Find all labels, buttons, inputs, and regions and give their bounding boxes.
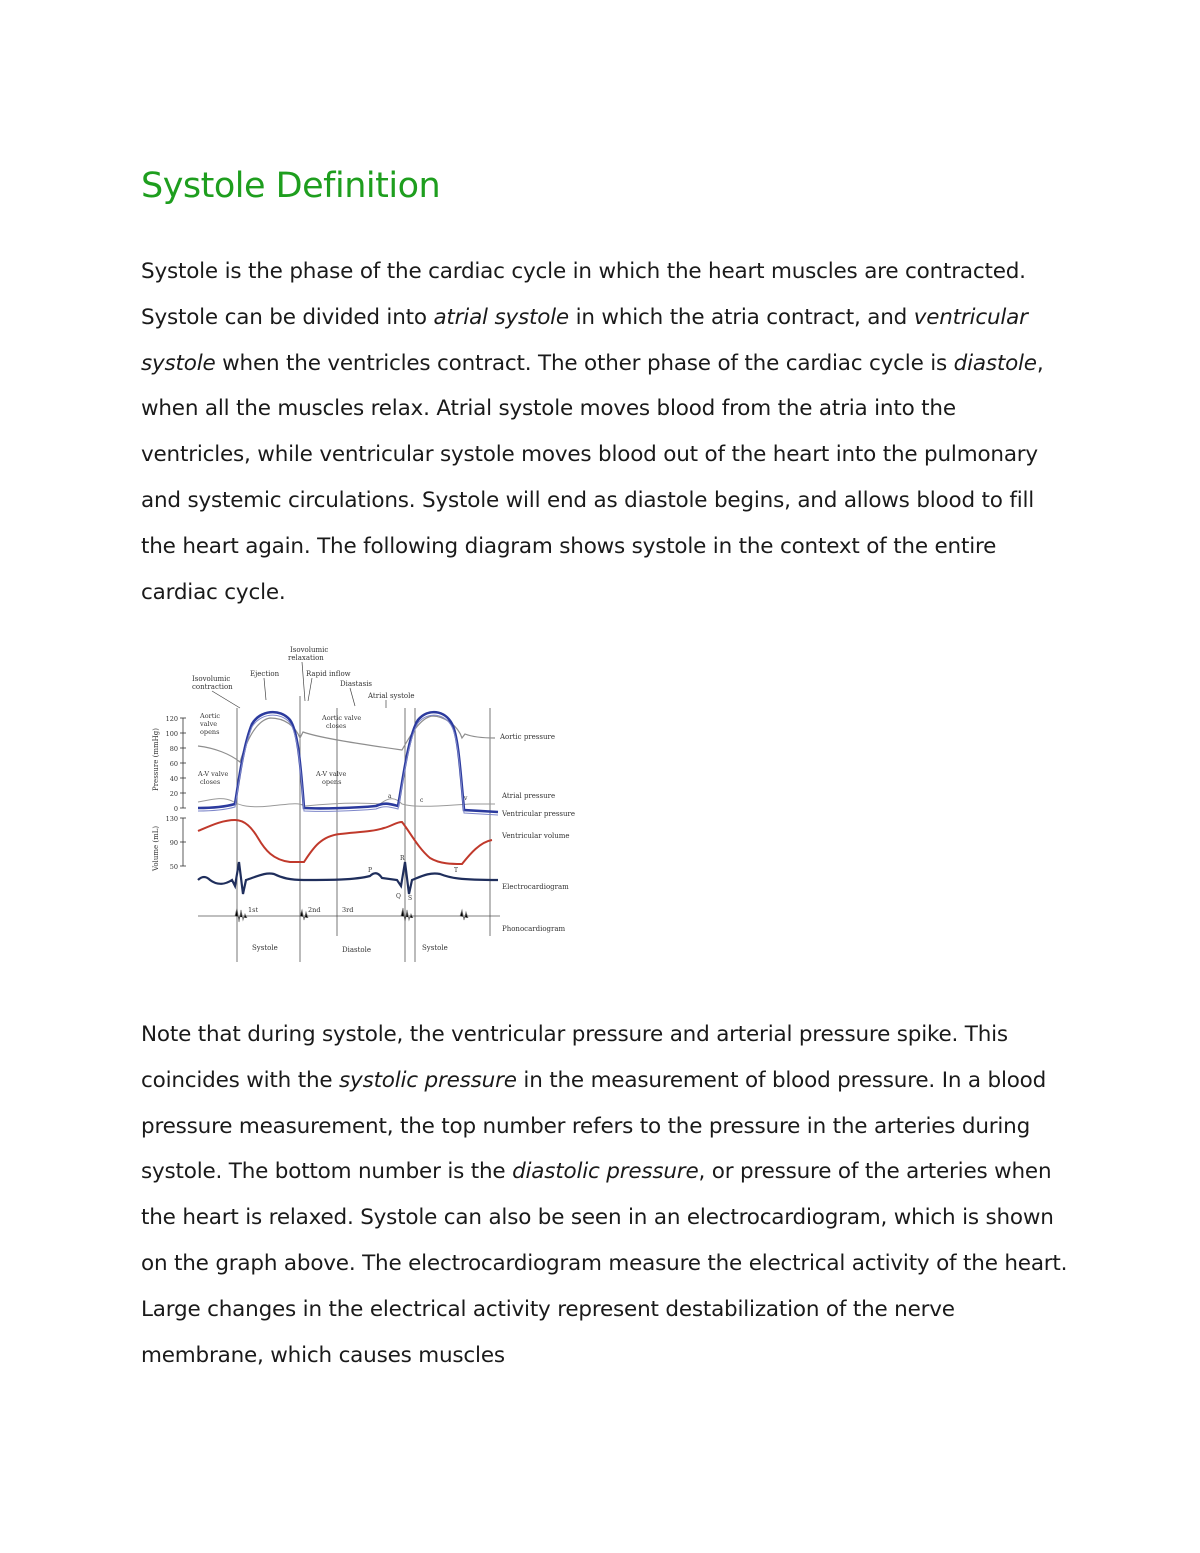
text-run: , when all the muscles relax. Atrial systole moves blood from the atria into the ventricles, while ventricular systole moves blood out of the heart into the pulmonary and systemic circulations. Systole will end as diastole begins, and allows blood to fill the heart again. The following diagram shows systole in the context of the entire cardiac cycle.: [141, 350, 1044, 605]
label-av-valve-closes-2: closes: [200, 778, 221, 786]
explanation-paragraph: [141, 1012, 1071, 1378]
term-ventricular-systole: ventricular systole: [141, 304, 1028, 376]
text-run: in which the atria contract, and: [568, 304, 914, 330]
label-ejection: Ejection: [250, 670, 280, 678]
intro-paragraph: [141, 249, 1071, 615]
label-diastole: Diastole: [342, 946, 372, 954]
wave-letter-v: v: [464, 795, 468, 802]
label-isovolumic-relaxation-2: relaxation: [288, 654, 324, 662]
text-run: Systole is the phase of the cardiac cycle in which the heart muscles are contracted. Systole can be divided into: [141, 259, 1026, 330]
wave-letter-r: R: [400, 855, 405, 862]
label-electrocardiogram: Electrocardiogram: [502, 883, 569, 891]
term-diastolic-pressure: diastolic pressure: [512, 1159, 699, 1185]
text-run: Note that during systole, the ventricular pressure and arterial pressure spike. This coincides with the: [141, 1022, 1008, 1093]
wave-letter-s: S: [408, 895, 413, 902]
label-atrial-pressure: Atrial pressure: [502, 792, 556, 800]
term-atrial-systole: atrial systole: [433, 304, 569, 330]
label-av-valve-opens-1: A-V valve: [316, 770, 347, 778]
label-aortic-pressure: Aortic pressure: [500, 733, 555, 741]
label-ventricular-pressure: Ventricular pressure: [502, 810, 576, 818]
cardiac-cycle-diagram: [140, 636, 585, 964]
label-aortic-valve-opens-2: valve: [200, 720, 218, 728]
label-diastasis: Diastasis: [340, 680, 373, 688]
label-phonocardiogram: Phonocardiogram: [502, 925, 566, 933]
wave-letter-p: P: [368, 867, 373, 874]
label-av-valve-opens-2: opens: [322, 778, 342, 786]
term-diastole: diastole: [953, 350, 1037, 376]
wave-letter-c: c: [420, 797, 424, 804]
y-tick: 50: [169, 863, 178, 871]
y-tick: 60: [169, 760, 178, 768]
y-tick: 40: [169, 775, 178, 783]
label-isovolumic-relaxation-1: Isovolumic: [290, 646, 329, 654]
ecg-curve: [198, 862, 498, 894]
label-aortic-valve-opens-3: opens: [200, 728, 220, 736]
text-run: , or pressure of the arteries when the heart is relaxed. Systole can also be seen in an electrocardiogram, which is shown on the graph above. The electrocardiogram measure the electrical activity of the heart. Large changes in the electrical activity represent destabilization of the nerve membrane, which causes muscles: [141, 1159, 1068, 1368]
y-tick: 120: [165, 715, 178, 723]
y-tick: 20: [169, 790, 178, 798]
text-run: in the measurement of blood pressure. In a blood pressure measurement, the top number refers to the pressure in the arteries during systole. The bottom number is the: [141, 1067, 1047, 1185]
wave-letter-t: T: [454, 867, 459, 874]
wiggers-diagram-svg: [140, 636, 585, 964]
label-atrial-systole: Atrial systole: [368, 692, 415, 700]
label-aortic-valve-opens-1: Aortic: [200, 712, 221, 720]
y-tick: 100: [165, 730, 178, 738]
y-axis-label-volume: Volume (mL): [152, 825, 160, 871]
label-isovolumic-contraction-2: contraction: [192, 683, 233, 691]
y-tick: 90: [169, 839, 178, 847]
ventricular-pressure-shadow: [198, 715, 498, 815]
y-tick: 0: [173, 805, 178, 813]
page-title: Systole Definition: [141, 166, 441, 206]
label-aortic-valve-closes-2: closes: [326, 722, 347, 730]
y-tick: 80: [169, 745, 178, 753]
atrial-pressure-curve: [198, 799, 495, 807]
label-isovolumic-contraction-1: Isovolumic: [192, 675, 231, 683]
term-systolic-pressure: systolic pressure: [339, 1067, 517, 1093]
y-axis-label-pressure: Pressure (mmHg): [152, 728, 160, 791]
wave-letter-q: Q: [396, 893, 401, 900]
ventricular-volume-curve: [198, 820, 492, 864]
text-run: when the ventricles contract. The other phase of the cardiac cycle is: [215, 350, 954, 376]
wave-letter-a: a: [388, 793, 392, 800]
y-tick: 130: [165, 815, 178, 823]
label-ventricular-volume: Ventricular volume: [502, 832, 570, 840]
label-systole-1: Systole: [252, 944, 278, 952]
heart-sound-first: 1st: [248, 906, 259, 914]
label-aortic-valve-closes-1: Aortic valve: [322, 714, 362, 722]
label-rapid-inflow: Rapid inflow: [306, 670, 351, 678]
label-av-valve-closes-1: A-V valve: [198, 770, 229, 778]
heart-sound-second: 2nd: [308, 906, 321, 914]
label-systole-2: Systole: [422, 944, 448, 952]
heart-sound-third: 3rd: [342, 906, 354, 914]
